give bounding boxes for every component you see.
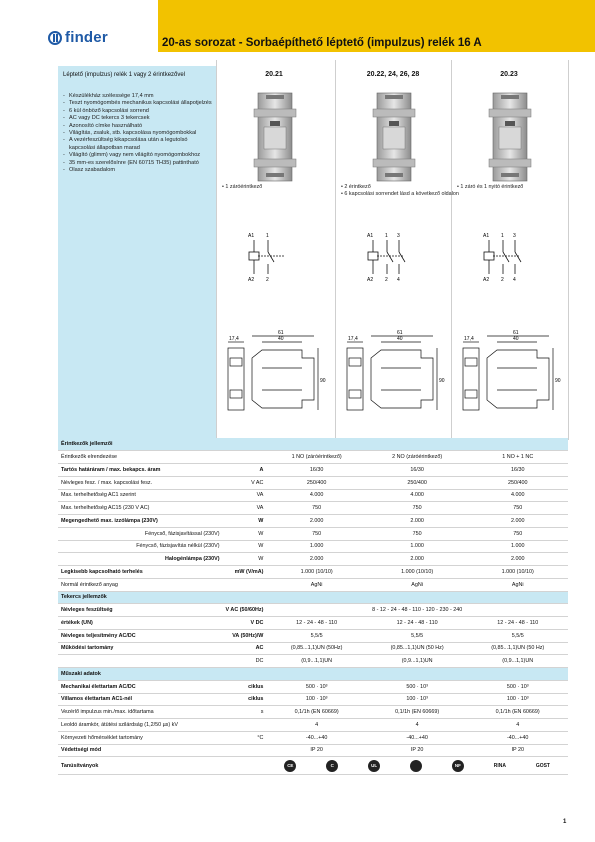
spec-section-row bbox=[58, 668, 568, 681]
spec-value: 12 - 24 - 48 - 110 bbox=[266, 617, 366, 630]
spec-value bbox=[467, 591, 568, 604]
contact-label: 2 bbox=[385, 277, 388, 283]
spec-value: 500 · 10³ bbox=[467, 680, 568, 693]
spec-unit: ciklus bbox=[223, 680, 267, 693]
spec-unit: W bbox=[223, 540, 267, 553]
spec-value: 4 bbox=[367, 719, 468, 732]
page-number: 1 bbox=[563, 819, 567, 825]
spec-row bbox=[58, 642, 568, 655]
spec-unit: V AC (50/60Hz) bbox=[223, 604, 267, 617]
spec-row bbox=[58, 489, 568, 502]
spec-value: 750 bbox=[266, 527, 366, 540]
certification-mark-icon: UL bbox=[368, 760, 380, 772]
spec-value: 2.000 bbox=[467, 515, 568, 528]
spec-value: 1 NO (záróérintkező) bbox=[266, 451, 366, 464]
spec-value: 2.000 bbox=[367, 553, 468, 566]
spec-row bbox=[58, 731, 568, 744]
certification-mark-icon: GOST bbox=[535, 762, 550, 769]
spec-unit: V DC bbox=[223, 617, 267, 630]
product-description bbox=[341, 184, 461, 198]
contact-label: A1 bbox=[248, 233, 255, 239]
spec-label: Névleges fesz. / max. kapcsolási fesz. bbox=[58, 476, 223, 489]
spec-row bbox=[58, 540, 568, 553]
certification-mark-icon: RINA bbox=[493, 762, 506, 769]
spec-label: Villamos élettartam AC1-nél bbox=[58, 693, 223, 706]
relay-image bbox=[250, 84, 300, 190]
spec-value: 2.000 bbox=[467, 553, 568, 566]
spec-value: 1.000 bbox=[367, 540, 468, 553]
spec-unit: VA bbox=[223, 502, 267, 515]
feature-item: - Azonosító címke használható bbox=[63, 123, 213, 130]
brand-logo bbox=[48, 29, 108, 46]
contact-label: 1 bbox=[385, 233, 388, 239]
spec-value: (0,9...1,1)UN bbox=[367, 655, 468, 668]
page-title: 20-as sorozat - Sorbaépíthető léptető (impulzus) relék 16 A bbox=[162, 37, 482, 49]
spec-value: AgNi bbox=[266, 578, 366, 591]
spec-value: 750 bbox=[467, 527, 568, 540]
product-description bbox=[457, 184, 577, 191]
spec-value: 4 bbox=[266, 719, 366, 732]
spec-unit bbox=[223, 668, 267, 681]
spec-value: 1.000 (10/10) bbox=[367, 566, 468, 579]
spec-row bbox=[58, 706, 568, 719]
spec-value: 5,5/5 bbox=[467, 629, 568, 642]
spec-table bbox=[58, 438, 568, 775]
dimension-drawing bbox=[218, 328, 330, 418]
spec-unit bbox=[223, 591, 267, 604]
spec-unit: VA (50Hz)/W bbox=[223, 629, 267, 642]
spec-value: -40...+40 bbox=[367, 731, 468, 744]
spec-value: 0,1/1h (EN 60669) bbox=[467, 706, 568, 719]
contact-label: 2 bbox=[266, 277, 269, 283]
spec-section-row bbox=[58, 438, 568, 451]
dimension-depth: 61 bbox=[278, 330, 284, 336]
dimension-drawing bbox=[337, 328, 449, 418]
spec-value: -40...+40 bbox=[266, 731, 366, 744]
spec-row bbox=[58, 757, 568, 775]
spec-value: 1.000 (10/10) bbox=[266, 566, 366, 579]
dimension-height: 90 bbox=[320, 378, 326, 384]
spec-value: (0,85...1,1)UN (50 Hz) bbox=[367, 642, 468, 655]
logo-text: finder bbox=[65, 29, 108, 46]
spec-row bbox=[58, 578, 568, 591]
spec-value bbox=[266, 591, 366, 604]
spec-value: 500 · 10³ bbox=[266, 680, 366, 693]
spec-unit: W bbox=[223, 553, 267, 566]
product-name: 20.22, 24, 26, 28 bbox=[366, 71, 420, 78]
description-line: • 6 kapcsolási sorrendet lásd a következő oldalon bbox=[341, 191, 459, 197]
spec-value bbox=[367, 668, 468, 681]
spec-label: Max. terhelhetőség AC15 (230 V AC) bbox=[58, 502, 223, 515]
certifications bbox=[266, 757, 568, 775]
spec-label: értékek (UN) bbox=[58, 617, 223, 630]
spec-value: 250/400 bbox=[367, 476, 468, 489]
certification-mark-icon: CE bbox=[284, 760, 296, 772]
contact-label: 2 bbox=[501, 277, 504, 283]
spec-value: 2.000 bbox=[266, 553, 366, 566]
dimension-inner: 40 bbox=[278, 336, 284, 342]
spec-value: 1.000 bbox=[467, 540, 568, 553]
spec-label: Normál érintkező anyag bbox=[58, 578, 223, 591]
certification-mark-icon: NF bbox=[452, 760, 464, 772]
spec-label: Névleges feszültség bbox=[58, 604, 223, 617]
spec-unit: VA bbox=[223, 489, 267, 502]
feature-item: - Világító (glimm) vagy nem világító nyomógombokhoz bbox=[63, 152, 213, 159]
sidebar bbox=[58, 66, 216, 438]
dimension-width: 17,4 bbox=[464, 336, 474, 342]
spec-label: Legkisebb kapcsolható terhelés bbox=[58, 566, 223, 579]
spec-value: 16/30 bbox=[467, 464, 568, 477]
spec-unit bbox=[223, 719, 267, 732]
spec-row bbox=[58, 502, 568, 515]
dimension-drawing bbox=[453, 328, 565, 418]
dimension-height: 90 bbox=[439, 378, 445, 384]
spec-value: 5,5/5 bbox=[266, 629, 366, 642]
spec-unit: W bbox=[223, 527, 267, 540]
spec-value: 8 - 12 - 24 - 48 - 110 - 120 - 230 - 240 bbox=[266, 604, 568, 617]
spec-label: Védettségi mód bbox=[58, 744, 223, 757]
product-column bbox=[451, 66, 568, 438]
product-name: 20.23 bbox=[500, 71, 518, 78]
spec-label: Fénycső, fázisjavítással (230V) bbox=[58, 527, 223, 540]
spec-value: 5,5/5 bbox=[367, 629, 468, 642]
contact-label: A1 bbox=[367, 233, 374, 239]
spec-value: 0,1/1h (EN 60669) bbox=[266, 706, 366, 719]
wiring-schematic bbox=[244, 228, 304, 286]
sidebar-title: Léptető (impulzus) relék 1 vagy 2 érintkezővel bbox=[63, 72, 186, 78]
spec-value bbox=[367, 438, 468, 451]
contact-label: A2 bbox=[367, 277, 374, 283]
spec-unit: W bbox=[223, 515, 267, 528]
contact-label: 1 bbox=[266, 233, 269, 239]
spec-label: Tanúsítványok bbox=[58, 757, 223, 775]
dimension-inner: 40 bbox=[397, 336, 403, 342]
spec-unit: V AC bbox=[223, 476, 267, 489]
spec-unit bbox=[223, 744, 267, 757]
spec-label: Működési tartomány bbox=[58, 642, 223, 655]
spec-label: Mechanikai élettartam AC/DC bbox=[58, 680, 223, 693]
spec-value: 1.000 (10/10) bbox=[467, 566, 568, 579]
spec-row bbox=[58, 515, 568, 528]
spec-value: 750 bbox=[467, 502, 568, 515]
spec-value: 12 - 24 - 48 - 110 bbox=[367, 617, 468, 630]
spec-unit: mW (V/mA) bbox=[223, 566, 267, 579]
spec-label: Tartós határáram / max. bekapcs. áram bbox=[58, 464, 223, 477]
contact-label: 3 bbox=[513, 233, 516, 239]
spec-unit: °C bbox=[223, 731, 267, 744]
spec-value: 16/30 bbox=[266, 464, 366, 477]
feature-item: - Olasz szabadalom bbox=[63, 167, 213, 174]
dimension-width: 17,4 bbox=[229, 336, 239, 342]
spec-unit: A bbox=[223, 464, 267, 477]
spec-value: 500 · 10³ bbox=[367, 680, 468, 693]
spec-value: 100 · 10³ bbox=[266, 693, 366, 706]
spec-value: (0,85...1,1)UN (50 Hz) bbox=[467, 642, 568, 655]
finder-logo-icon bbox=[48, 31, 62, 45]
spec-label bbox=[58, 655, 223, 668]
spec-value: 750 bbox=[367, 527, 468, 540]
feature-item: - AC vagy DC tekercs 3 tekercsek bbox=[63, 115, 213, 122]
spec-label: Vezérlő impulzus min./max. időtartama bbox=[58, 706, 223, 719]
spec-label: Max. terhelhetőség AC1 szerint bbox=[58, 489, 223, 502]
spec-value: 2.000 bbox=[266, 515, 366, 528]
dimension-width: 17,4 bbox=[348, 336, 358, 342]
spec-row bbox=[58, 719, 568, 732]
feature-item: - 6 kül önböző kapcsolási sorrend bbox=[63, 108, 213, 115]
spec-value: -40...+40 bbox=[467, 731, 568, 744]
spec-unit bbox=[223, 757, 267, 775]
spec-value: 4.000 bbox=[266, 489, 366, 502]
spec-value: 750 bbox=[367, 502, 468, 515]
spec-row bbox=[58, 451, 568, 464]
dimension-height: 90 bbox=[555, 378, 561, 384]
spec-row bbox=[58, 693, 568, 706]
product-column bbox=[216, 66, 333, 438]
spec-value: 2.000 bbox=[367, 515, 468, 528]
contact-label: A2 bbox=[483, 277, 490, 283]
wiring-schematic bbox=[363, 228, 423, 286]
spec-value: 4.000 bbox=[367, 489, 468, 502]
spec-value: 1 NO + 1 NC bbox=[467, 451, 568, 464]
spec-value: (0,9...1,1)UN bbox=[467, 655, 568, 668]
spec-unit: DC bbox=[223, 655, 267, 668]
spec-row bbox=[58, 744, 568, 757]
description-line: • 1 záróérintkező bbox=[222, 184, 263, 190]
header bbox=[0, 0, 595, 64]
spec-value: 100 · 10³ bbox=[367, 693, 468, 706]
description-line: • 1 záró és 1 nyitó érintkező bbox=[457, 184, 524, 190]
spec-label: Műszaki adatok bbox=[58, 668, 223, 681]
spec-unit: s bbox=[223, 706, 267, 719]
spec-unit bbox=[223, 578, 267, 591]
spec-value: AgNi bbox=[467, 578, 568, 591]
relay-image bbox=[369, 84, 419, 190]
feature-item: - Teszt nyomógombés mechanikus kapcsolási állapotjelzés bbox=[63, 100, 213, 107]
spec-value: 100 · 10³ bbox=[467, 693, 568, 706]
product-column bbox=[335, 66, 459, 438]
feature-item: - A vezérfeszültség kikapcsolása után a legutolsó kapcsolási állapotban marad bbox=[63, 137, 213, 152]
spec-value: (0,9...1,1)UN bbox=[266, 655, 366, 668]
product-name: 20.21 bbox=[265, 71, 283, 78]
feature-item: - 35 mm-es szerelősínre (EN 60715 TH35) pattintható bbox=[63, 160, 213, 167]
spec-value: (0,85...1,1)UN (50Hz) bbox=[266, 642, 366, 655]
spec-row bbox=[58, 680, 568, 693]
spec-value: 1.000 bbox=[266, 540, 366, 553]
spec-value: 4 bbox=[467, 719, 568, 732]
dimension-inner: 40 bbox=[513, 336, 519, 342]
contact-label: 4 bbox=[513, 277, 516, 283]
spec-value bbox=[467, 438, 568, 451]
contact-label: 4 bbox=[397, 277, 400, 283]
spec-value bbox=[266, 668, 366, 681]
spec-label: Megengedhető max. izzólámpa (230V) bbox=[58, 515, 223, 528]
spec-label: Tekercs jellemzők bbox=[58, 591, 223, 604]
spec-value: AgNi bbox=[367, 578, 468, 591]
spec-label: Halogénlámpa (230V) bbox=[58, 553, 223, 566]
spec-label: Leoldó áramkör, átütési szilárdság (1,2/50 µs) kV bbox=[58, 719, 223, 732]
spec-label: Érintkezők jellemzői bbox=[58, 438, 223, 451]
spec-unit bbox=[223, 451, 267, 464]
certification-mark-icon: C bbox=[326, 760, 338, 772]
spec-section-row bbox=[58, 591, 568, 604]
spec-value: 750 bbox=[266, 502, 366, 515]
spec-unit bbox=[223, 438, 267, 451]
spec-label: Környezeti hőmérséklet tartomány bbox=[58, 731, 223, 744]
spec-row bbox=[58, 604, 568, 617]
spec-value: IP 20 bbox=[467, 744, 568, 757]
spec-row bbox=[58, 527, 568, 540]
spec-value bbox=[467, 668, 568, 681]
spec-row bbox=[58, 566, 568, 579]
description-line: • 2 érintkező bbox=[341, 184, 371, 190]
spec-value: 0,1/1h (EN 60669) bbox=[367, 706, 468, 719]
spec-row bbox=[58, 617, 568, 630]
spec-value: 250/400 bbox=[266, 476, 366, 489]
spec-row bbox=[58, 629, 568, 642]
spec-row bbox=[58, 476, 568, 489]
feature-item: - Világítás, zsaluk, stb. kapcsolása nyomógombokkal bbox=[63, 130, 213, 137]
spec-label: Érintkezők elrendezése bbox=[58, 451, 223, 464]
spec-value bbox=[367, 591, 468, 604]
spec-label: Névleges teljesítmény AC/DC bbox=[58, 629, 223, 642]
contact-label: A2 bbox=[248, 277, 255, 283]
wiring-schematic bbox=[479, 228, 539, 286]
feature-list bbox=[63, 93, 213, 174]
feature-item: - Készülékház szélessége 17,4 mm bbox=[63, 93, 213, 100]
spec-value bbox=[266, 438, 366, 451]
product-description bbox=[222, 184, 342, 191]
spec-value: IP 20 bbox=[367, 744, 468, 757]
column-divider bbox=[568, 60, 569, 440]
spec-label: Fénycső, fázisjavítás nélkül (230V) bbox=[58, 540, 223, 553]
contact-label: 1 bbox=[501, 233, 504, 239]
spec-unit: ciklus bbox=[223, 693, 267, 706]
spec-value: IP 20 bbox=[266, 744, 366, 757]
spec-row bbox=[58, 553, 568, 566]
spec-row bbox=[58, 655, 568, 668]
contact-label: 3 bbox=[397, 233, 400, 239]
relay-image bbox=[485, 84, 535, 190]
spec-value: 4.000 bbox=[467, 489, 568, 502]
dimension-depth: 61 bbox=[513, 330, 519, 336]
spec-value: 12 - 24 - 48 - 110 bbox=[467, 617, 568, 630]
spec-value: 16/30 bbox=[367, 464, 468, 477]
contact-label: A1 bbox=[483, 233, 490, 239]
spec-value: 2 NO (záróérintkező) bbox=[367, 451, 468, 464]
dimension-depth: 61 bbox=[397, 330, 403, 336]
spec-unit: AC bbox=[223, 642, 267, 655]
certification-mark-icon bbox=[410, 760, 422, 772]
spec-row bbox=[58, 464, 568, 477]
spec-value: 250/400 bbox=[467, 476, 568, 489]
